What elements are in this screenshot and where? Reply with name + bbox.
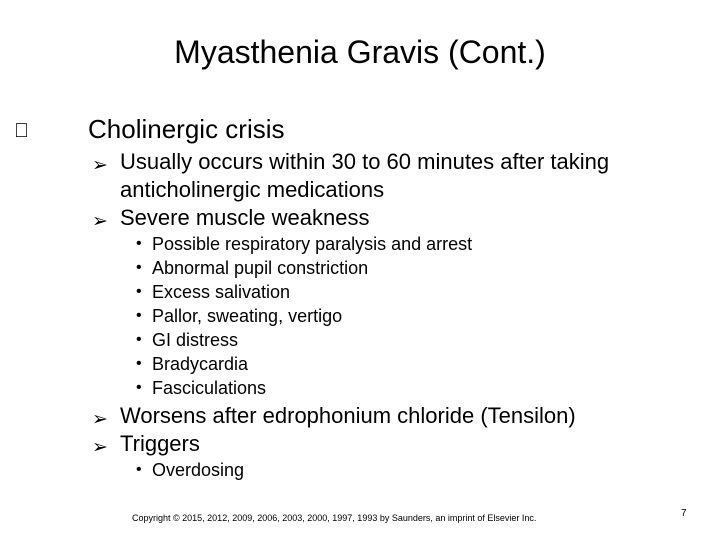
arrow-bullet-icon: ➢: [92, 437, 108, 458]
dot-bullet-icon: •: [136, 235, 142, 252]
point-onset-line2: anticholinergic medications: [120, 177, 385, 202]
arrow-bullet-icon: ➢: [92, 155, 108, 176]
trigger-overdosing: Overdosing: [152, 460, 245, 480]
slide-title: Myasthenia Gravis (Cont.): [174, 34, 546, 70]
sign-pupil-constriction: Abnormal pupil constriction: [152, 258, 369, 278]
dot-bullet-icon: •: [136, 307, 142, 324]
point-worsens-tensilon: Worsens after edrophonium chloride (Tensilon): [120, 403, 576, 428]
dot-bullet-icon: •: [136, 331, 142, 348]
arrow-bullet-icon: ➢: [92, 211, 108, 232]
sign-respiratory-paralysis: Possible respiratory paralysis and arrest: [152, 234, 473, 254]
point-triggers: Triggers: [120, 431, 200, 456]
page-number: 7: [681, 508, 687, 519]
dot-bullet-icon: •: [136, 355, 142, 372]
sign-fasciculations: Fasciculations: [152, 378, 267, 398]
sign-bradycardia: Bradycardia: [152, 354, 249, 374]
sign-pallor-sweating-vertigo: Pallor, sweating, vertigo: [152, 306, 343, 326]
point-severe-weakness: Severe muscle weakness: [120, 205, 370, 230]
point-onset-line1: Usually occurs within 30 to 60 minutes after taking: [120, 149, 610, 174]
copyright-notice: Copyright © 2015, 2012, 2009, 2006, 2003, 2000, 1997, 1993 by Saunders, an imprint of Elsevier Inc.: [132, 513, 537, 523]
heading-cholinergic-crisis: Cholinergic crisis: [88, 114, 285, 144]
dot-bullet-icon: •: [136, 461, 142, 478]
dot-bullet-icon: •: [136, 283, 142, 300]
infinity-bullet-icon: [14, 120, 29, 143]
dot-bullet-icon: •: [136, 379, 142, 396]
sign-gi-distress: GI distress: [152, 330, 239, 350]
dot-bullet-icon: •: [136, 259, 142, 276]
arrow-bullet-icon: ➢: [92, 409, 108, 430]
sign-excess-salivation: Excess salivation: [152, 282, 291, 302]
